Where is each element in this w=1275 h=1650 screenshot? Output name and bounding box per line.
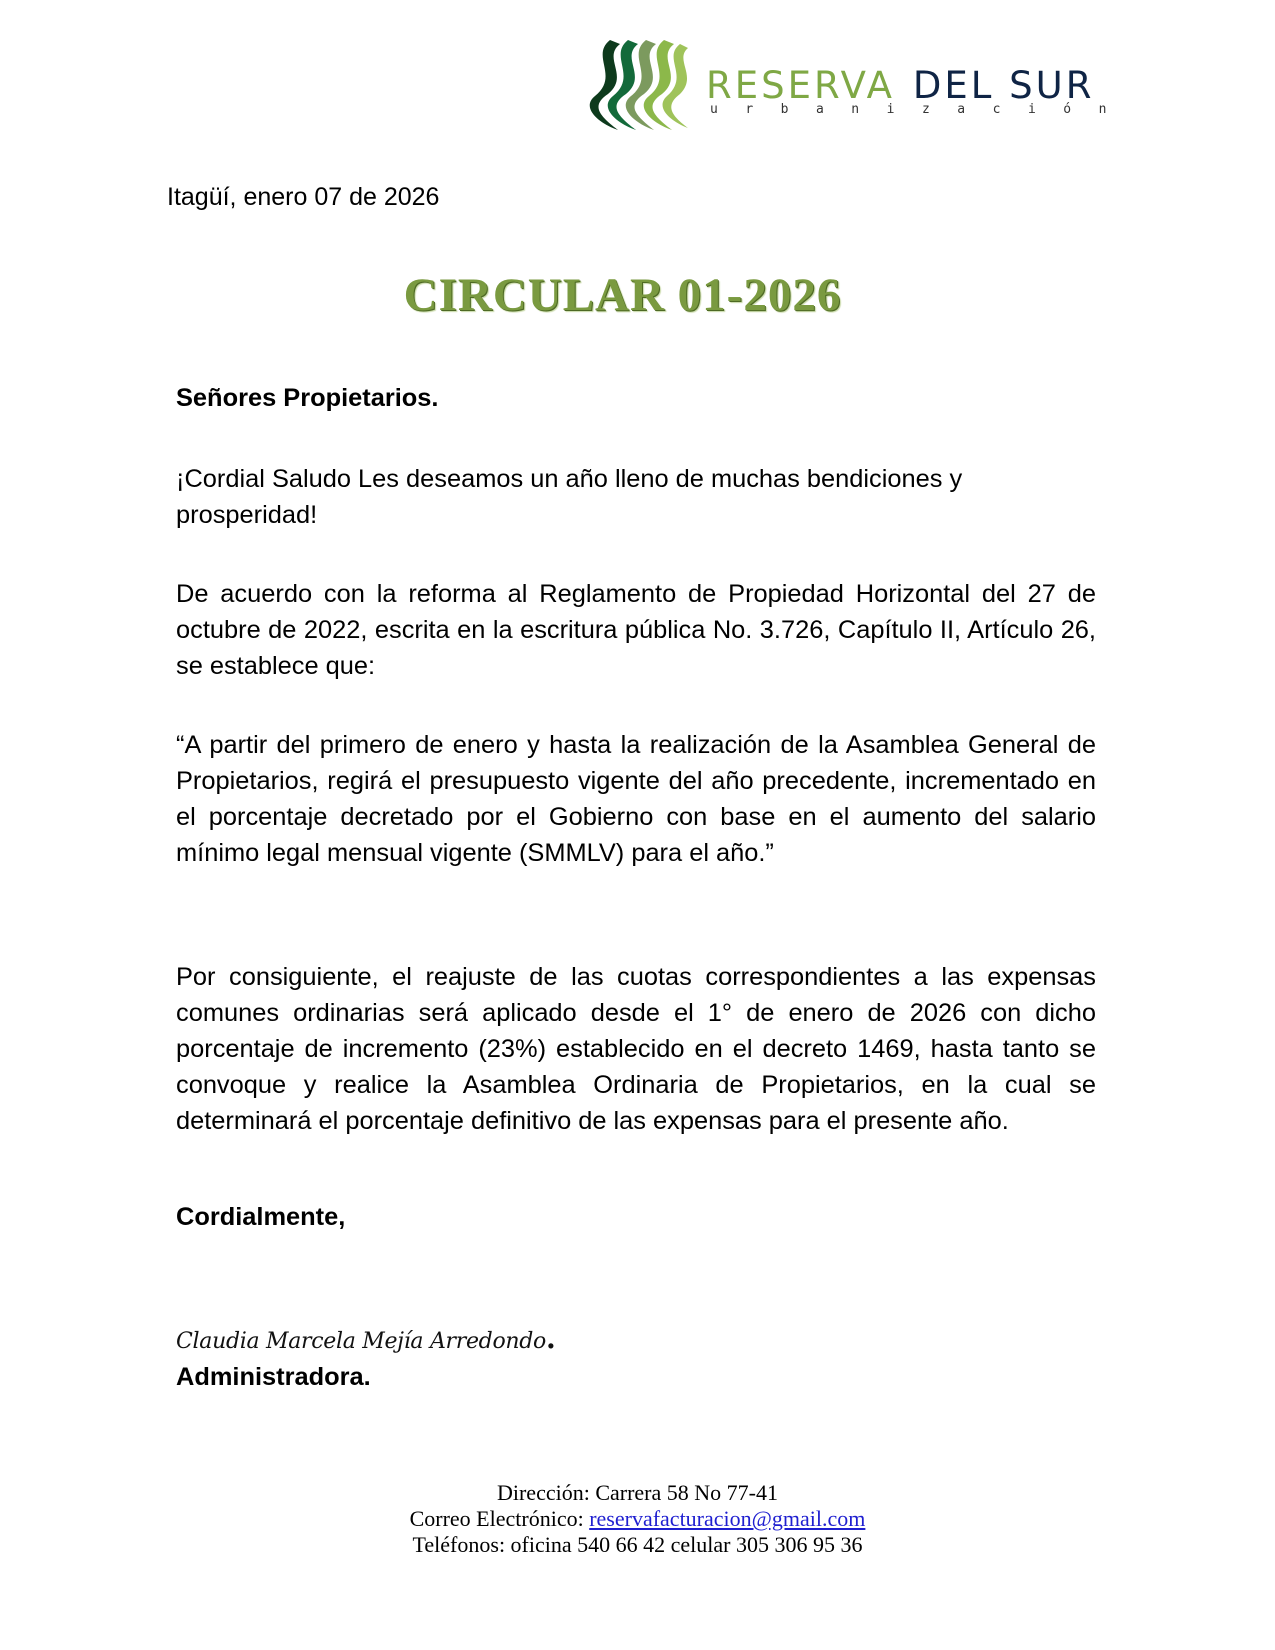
signature-dot: .: [546, 1322, 556, 1355]
footer-phones: Teléfonos: oficina 540 66 42 celular 305 306 95 36: [412, 1532, 863, 1557]
wave-stripes-logo-icon: [580, 36, 695, 132]
place-date: Itagüí, enero 07 de 2026: [167, 183, 440, 211]
regulation-paragraph: De acuerdo con la reforma al Reglamento de Propiedad Horizontal del 27 de octubre de 2022, escrita en la escritura pública No. 3.726, Capítulo II, Artículo 26, se establece que:: [176, 580, 1096, 680]
logo-wordmark: [706, 66, 1094, 106]
footer-address: Dirección: Carrera 58 No 77-41: [496, 1480, 778, 1505]
company-logo: [580, 36, 1200, 132]
signature-role: Administradora.: [176, 1363, 371, 1391]
logo-name-primary: RESERVA: [706, 64, 895, 107]
logo-name-secondary: DEL SUR: [912, 64, 1095, 107]
footer-email-line: [0, 1506, 1275, 1532]
circular-title: [0, 268, 1275, 322]
footer: [0, 1480, 1275, 1558]
signature-name-text: Claudia Marcela Mejía Arredondo: [176, 1329, 547, 1354]
greeting-paragraph: ¡Cordial Saludo Les deseamos un año lleno de muchas bendiciones y prosperidad!: [176, 465, 963, 529]
logo-tagline: urbanización: [710, 102, 1134, 117]
closing: Cordialmente,: [176, 1203, 346, 1231]
signature-name: [176, 1322, 555, 1355]
footer-email-label: Correo Electrónico:: [409, 1506, 590, 1531]
salutation: Señores Propietarios.: [176, 384, 439, 412]
footer-email-link[interactable]: reservafacturacion@gmail.com: [589, 1506, 866, 1531]
quoted-article: “A partir del primero de enero y hasta la realización de la Asamblea General de Propietarios, regirá el presupuesto vigente del año precedente, incrementado en el porcentaje decretado por el Gobierno con base en el aumento del salario mínimo legal mensual vigente (SMMLV) para el año.”: [176, 731, 1096, 867]
circular-title-text: CIRCULAR 01-2026: [403, 269, 842, 321]
adjustment-paragraph: Por consiguiente, el reajuste de las cuotas correspondientes a las expensas comunes ordinarias será aplicado desde el 1° de enero de 2026 con dicho porcentaje de incremento (23%) establecido en el decreto 1469, hasta tanto se convoque y realice la Asamblea Ordinaria de Propietarios, en la cual se determinará el porcentaje definitivo de las expensas para el presente año.: [176, 963, 1096, 1135]
